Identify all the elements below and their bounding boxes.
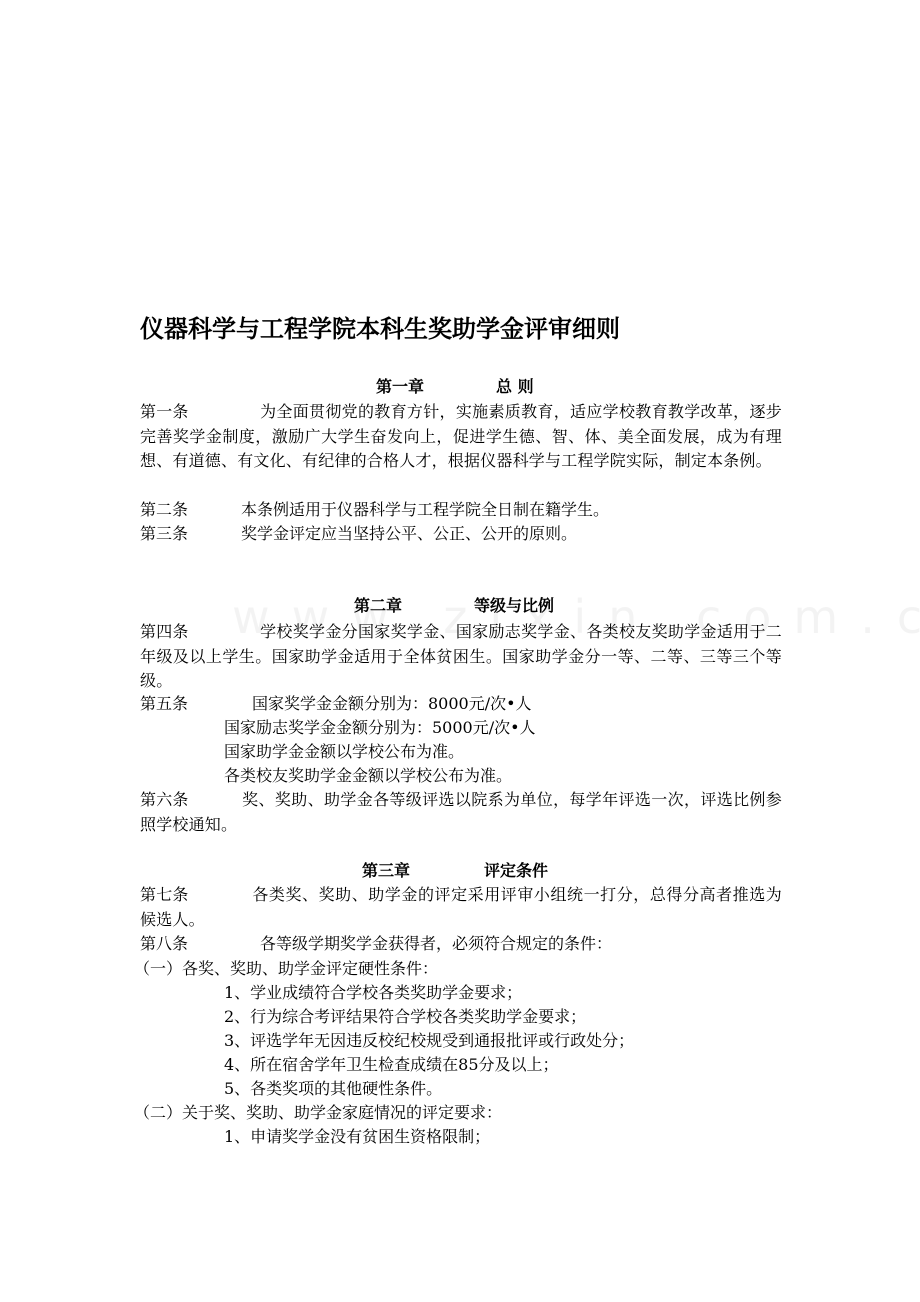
article-4-text: 学校奖学金分国家奖学金、国家励志奖学金、各类校友奖助学金适用于二年级及以上学生。国家助学金适用于全体贫困生。国家助学金分一等、二等、三等三个等级。 bbox=[140, 622, 782, 690]
article-5-line-4: 各类校友奖助学金金额以学校公布为准。 bbox=[224, 766, 513, 785]
article-8-label: 第八条 bbox=[140, 934, 189, 953]
chapter-2-number: 第二章 bbox=[354, 596, 403, 615]
chapter-2-heading bbox=[354, 594, 554, 618]
article-3-text: 奖学金评定应当坚持公平、公正、公开的原则。 bbox=[241, 524, 578, 543]
article-5-line-2: 国家励志奖学金金额分别为：5000元/次•人 bbox=[224, 718, 536, 737]
chapter-1-number: 第一章 bbox=[376, 377, 425, 396]
chapter-3-heading bbox=[362, 859, 548, 883]
article-6-text: 奖、奖助、助学金各等级评选以院系为单位，每学年评选一次，评选比例参照学校通知。 bbox=[140, 790, 782, 834]
article-7-text: 各类奖、奖助、助学金的评定采用评审小组统一打分，总得分高者推选为候选人。 bbox=[140, 885, 782, 929]
article-8-text: 各等级学期奖学金获得者，必须符合规定的条件： bbox=[260, 934, 613, 953]
article-1 bbox=[140, 400, 782, 474]
list-item: 5、各类奖项的其他硬性条件。 bbox=[224, 1079, 443, 1098]
document-title: 仪器科学与工程学院本科生奖助学金评审细则 bbox=[140, 315, 620, 343]
article-2-text: 本条例适用于仪器科学与工程学院全日制在籍学生。 bbox=[241, 500, 610, 519]
article-6 bbox=[140, 788, 782, 837]
article-5-line-3: 国家助学金金额以学校公布为准。 bbox=[224, 742, 465, 761]
chapter-3-name: 评定条件 bbox=[484, 861, 549, 880]
chapter-2-name: 等级与比例 bbox=[474, 596, 555, 615]
list-item: 3、评选学年无因违反校纪校规受到通报批评或行政处分； bbox=[224, 1031, 635, 1050]
list-item: 1、学业成绩符合学校各类奖助学金要求； bbox=[224, 983, 523, 1002]
subsection-2-heading: （二）关于奖、奖助、助学金家庭情况的评定要求： bbox=[134, 1103, 503, 1122]
article-1-text: 为全面贯彻党的教育方针，实施素质教育，适应学校教育教学改革，逐步完善奖学金制度，激励广大学生奋发向上，促进学生德、智、体、美全面发展，成为有理想、有道德、有文化、有纪律的合格人才，根据仪器科学与工程学院实际，制定本条例。 bbox=[140, 402, 782, 470]
article-7-label: 第七条 bbox=[140, 885, 189, 904]
article-3 bbox=[140, 522, 577, 546]
article-6-label: 第六条 bbox=[140, 790, 189, 809]
article-3-label: 第三条 bbox=[140, 524, 189, 543]
article-4 bbox=[140, 620, 782, 694]
article-2 bbox=[140, 498, 609, 522]
chapter-3-number: 第三章 bbox=[362, 861, 411, 880]
article-7 bbox=[140, 883, 782, 932]
subsection-1-heading: （一）各奖、奖助、助学金评定硬性条件： bbox=[134, 959, 439, 978]
list-item: 2、行为综合考评结果符合学校各类奖助学金要求； bbox=[224, 1007, 587, 1026]
list-item: 4、所在宿舍学年卫生检查成绩在85分及以上； bbox=[224, 1055, 559, 1074]
article-5-line-1: 国家奖学金金额分别为：8000元/次•人 bbox=[252, 694, 532, 713]
article-4-label: 第四条 bbox=[140, 622, 189, 641]
article-2-label: 第二条 bbox=[140, 500, 189, 519]
article-5-label: 第五条 bbox=[140, 694, 189, 713]
article-8 bbox=[140, 932, 612, 956]
article-1-label: 第一条 bbox=[140, 402, 189, 421]
article-5 bbox=[140, 692, 532, 716]
chapter-1-name: 总 则 bbox=[496, 377, 534, 396]
chapter-1-heading bbox=[376, 375, 534, 399]
list-item: 1、申请奖学金没有贫困生资格限制； bbox=[224, 1127, 491, 1146]
